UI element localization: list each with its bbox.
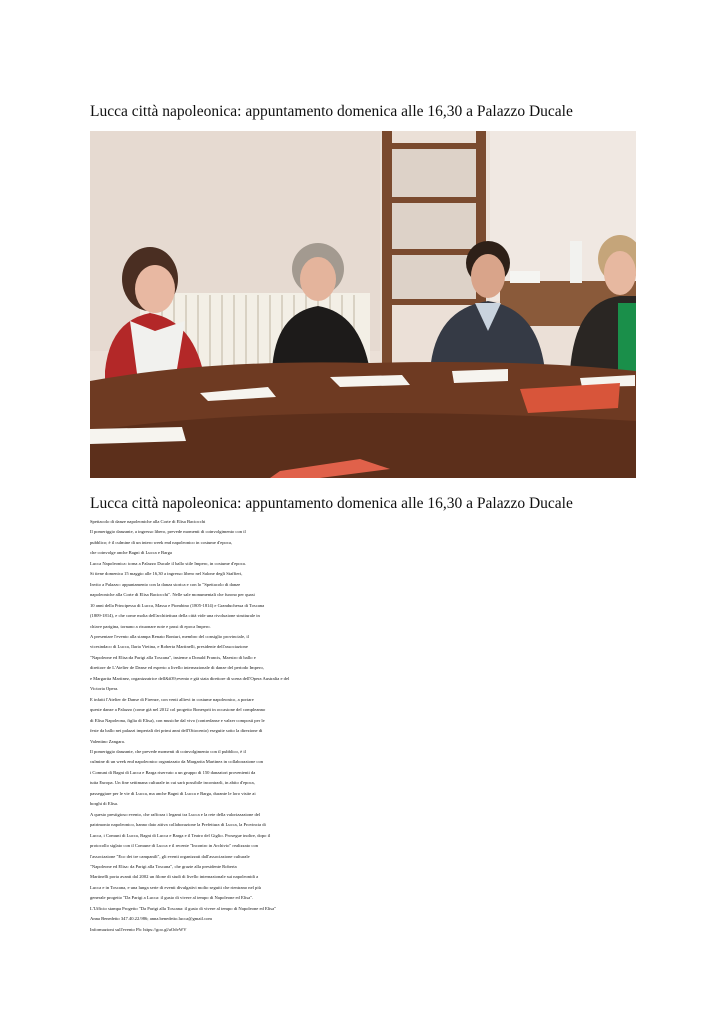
article-line: che coinvolge anche Bagni di Lucca e Barga <box>90 550 172 556</box>
article-line: vicesindaco di Lucca, Ilaria Vietina, e Roberta Martinelli, presidente dell'associazione <box>90 644 248 650</box>
article-line: Lucca Napoleonica: torna a Palazzo Ducale il ballo stile Impero, in costume d'epoca. <box>90 560 246 566</box>
article-line: Martinelli porta avanti dal 2002 un filone di studi di livello internazionale sui napoleonidi a <box>90 874 259 880</box>
article-line: direttore de L'Atelier de Danse ed esperto a livello internazionale di danze del periodo Impero, <box>90 665 264 671</box>
article-line: Victoria Opera. <box>90 686 119 692</box>
article-line: chiave parigina, tornano a risuonare note e passi di epoca Impero. <box>90 623 211 629</box>
page-title: Lucca città napoleonica: appuntamento domenica alle 16,30 a Palazzo Ducale <box>90 103 573 120</box>
article-line: Valentino Zangara. <box>90 738 125 744</box>
article-line: Informazioni sull'evento Fb: https://goo.gl/aOdvWV <box>90 926 187 932</box>
article-line: queste danze a Palazzo (come già nel 2012 col progetto Bonesprit in occasione del compleanno <box>90 707 266 713</box>
press-conference-photo <box>90 131 636 478</box>
article-line: "Napoleone ed Elisa: da Parigi alla Toscana", che grazie alla presidente Roberta <box>90 863 237 869</box>
article-body <box>90 517 390 935</box>
article-line: culmine di un week end napoleonico organizzato da Margarita Martinez in collaborazione con <box>90 759 264 765</box>
article-line: L'Ufficio stampa Progetto "Da Parigi alla Toscana: il gusto di vivere al tempo di Napoleone ed Elisa" <box>90 905 277 911</box>
article-line: patrimonio napoleonico, hanno dato attiva collaborazione la Prefettura di Lucca, la Provincia di <box>90 822 266 828</box>
article-line: e Margarita Martinez, organizzatrice dell&#39;evento e già stata direttore di scena dell'Opera Australia e del <box>90 675 290 681</box>
article-line: di Elisa Napoleona, figlia di Elisa), con musiche dal vivo (contredanse e valzer composti per le <box>90 717 265 723</box>
article-line: l'associazione "Eco dei tre campanili", gli eventi organizzati dall'associazione culturale <box>90 853 250 859</box>
article-line: feste da ballo nei palazzi imperiali dei primi anni dell'Ottocento) eseguite sotto la direzione di <box>90 728 263 734</box>
article-line: Invito a Palazzo: appuntamento con la danza storica e con lo "Spettacolo di danze <box>90 581 241 587</box>
article-title: Lucca città napoleonica: appuntamento domenica alle 16,30 a Palazzo Ducale <box>90 495 573 512</box>
article-line: 10 anni della Principessa di Lucca, Massa e Piombino (1805-1814) e Granduchessa di Toscana <box>90 602 265 608</box>
article-line: Lucca e in Toscana, e una lunga serie di eventi divulgativi molto seguiti che rientrano nel più <box>90 884 261 890</box>
article-line: tutta Europa. Un fine settimana culturale in cui sarà possibile incontrarli, in abito d'epoca, <box>90 780 255 786</box>
article-line: A presentare l'evento alla stampa Renato Bonturi, membro del consiglio provinciale, il <box>90 633 249 639</box>
article-line: generale progetto "Da Parigi a Lucca: il gusto di vivere al tempo di Napoleone ed Elisa". <box>90 895 254 901</box>
article-line: A questo prestigioso evento, che rafforza i legami tra Lucca e la rete della valorizzazione del <box>90 811 261 817</box>
article-line: Il pomeriggio danzante, che prevede momenti di coinvolgimento con il pubblico, è il <box>90 748 246 754</box>
article-line: napoleoniche alla Corte di Elisa Baciocchi". Nelle sale monumentali che furono per quasi <box>90 592 255 598</box>
article-line: i Comuni di Bagni di Lucca e Barga riservato a un gruppo di 150 danzatori provenienti da <box>90 769 256 775</box>
article-line: pubblico; è il culmine di un intero week end napoleonico in costume d'epoca, <box>90 539 233 545</box>
article-line: (1809-1814), e che come molta dell'architettura della città vide una rivoluzione strutturale in <box>90 613 260 619</box>
article-line: Anna Benedetto 347.40.22.986; anna.benedetto.lucca@gmail.com <box>90 916 212 922</box>
article-line: E infatti l'Atelier de Danse di Firenze, con venti allievi in costume napoleonico, a portare <box>90 696 254 702</box>
article-line: passeggiare per le vie di Lucca, ma anche Bagni di Lucca e Barga, durante le loro visite ai <box>90 790 256 796</box>
article-line: Spettacolo di danze napoleoniche alla Corte di Elisa Baciocchi <box>90 519 206 524</box>
article-line: protocollo siglato con il Comune di Lucca e il recente "Incontro in Archivio" realizzato con <box>90 843 259 849</box>
article-line: borghi di Elisa. <box>90 801 119 807</box>
article-line: Si tiene domenica 15 maggio alle 16,30 a ingresso libero nel Salone degli Staffieri, <box>90 571 243 577</box>
article-line: "Napoleone ed Elisa:da Parigi alla Toscana", insieme a Donald Francis, Maestro di ballo e <box>90 654 256 660</box>
article-line: Il pomeriggio danzante, a ingresso libero, prevede momenti di coinvolgimento con il <box>90 529 246 535</box>
article-line: Lucca, i Comuni di Lucca, Bagni di Lucca e Barga e il Teatro del Giglio. Prosegue inoltre, dopo il <box>90 832 271 838</box>
